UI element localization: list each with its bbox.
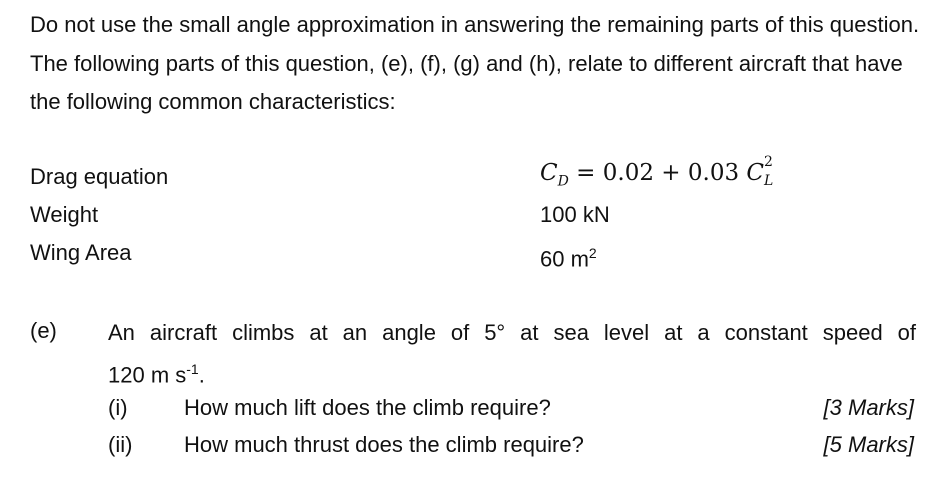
weight-value: 100 kN [540, 202, 610, 227]
weight-label: Weight [30, 202, 99, 227]
part-ii-text: How much thrust does the climb require? [184, 432, 584, 457]
cl-subscript: L [764, 173, 774, 189]
speed-period: . [198, 362, 205, 388]
drag-constant: 0.02 [602, 160, 654, 186]
drag-coefficient: 0.03 [687, 160, 740, 186]
wing-area-label: Wing Area [30, 240, 132, 265]
part-ii-number: (ii) [108, 432, 133, 457]
speed-value: 120 m s [108, 362, 187, 388]
question-text-line2 [108, 351, 916, 393]
equals-sign: = [576, 160, 596, 186]
question-text [108, 314, 916, 393]
wing-area-number: 60 m [540, 246, 589, 272]
cd-symbol: C [540, 160, 558, 186]
part-i-text: How much lift does the climb require? [184, 395, 551, 420]
plus-sign: + [661, 160, 681, 186]
speed-exponent: -1 [186, 361, 199, 377]
cl-superscript: 2 [764, 154, 773, 170]
part-i-number: (i) [108, 395, 128, 420]
cl-script [764, 154, 778, 189]
cl-symbol: C [746, 160, 765, 186]
part-i-marks: [3 Marks] [823, 395, 914, 420]
intro-paragraph: Do not use the small angle approximation in answering the remaining parts of this question. The following parts of this question, (e), (f), (g) and (h), relate to different aircraft that have the following common characteristics: [30, 12, 920, 114]
cd-subscript: D [557, 173, 569, 190]
wing-area-value [540, 240, 597, 272]
question-text-line1: An aircraft climbs at an angle of 5° at sea level at a constant speed of [108, 320, 916, 345]
question-number: (e) [30, 318, 57, 343]
drag-equation-formula [540, 154, 778, 195]
part-ii-marks: [5 Marks] [823, 432, 914, 457]
wing-area-exponent: 2 [588, 245, 597, 261]
drag-equation-label: Drag equation [30, 164, 169, 189]
